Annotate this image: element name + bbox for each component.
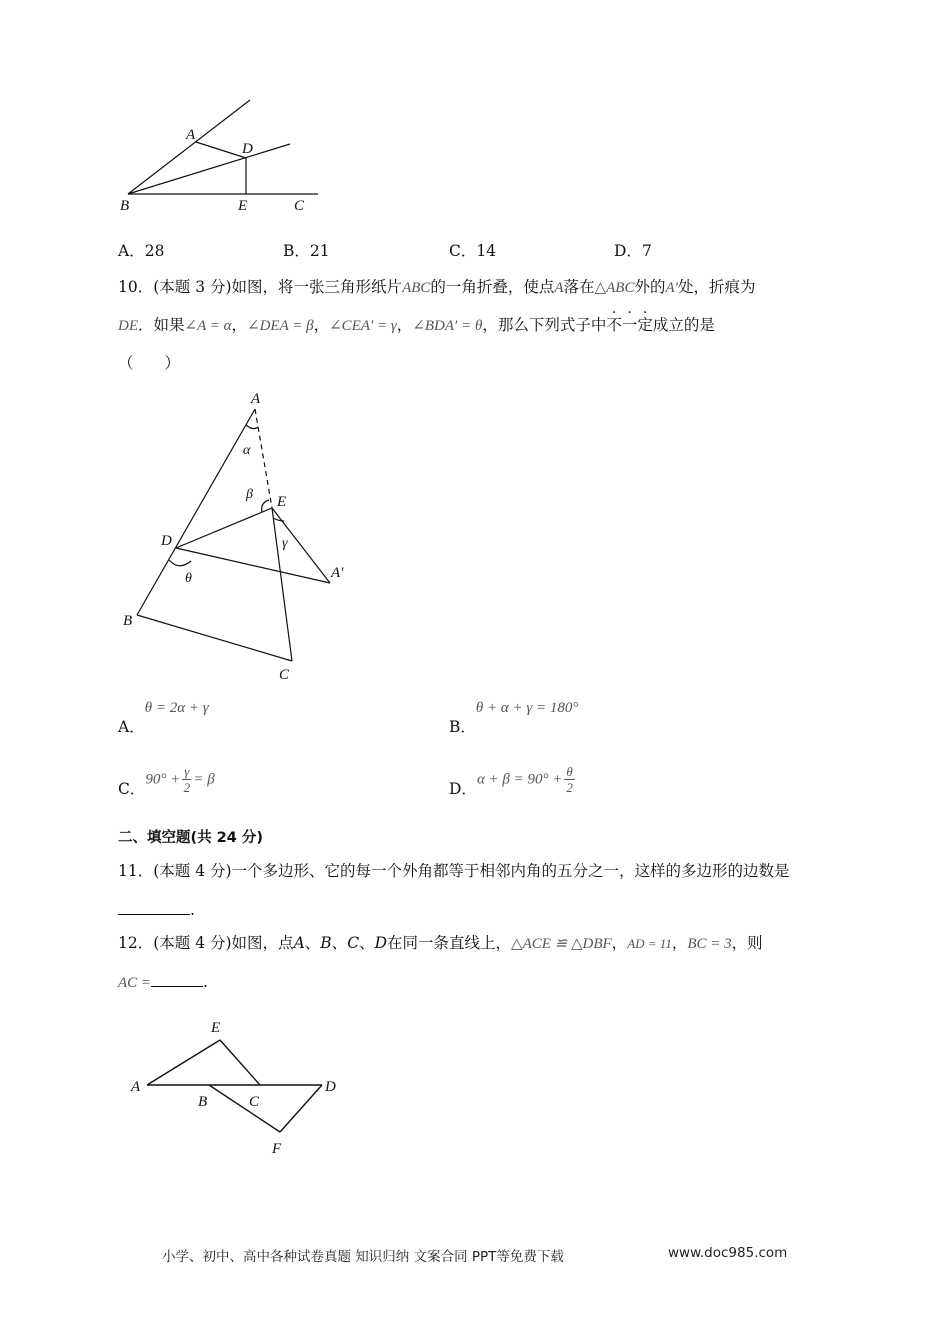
beta-symbol: β <box>246 487 253 502</box>
label-d: D <box>161 533 172 549</box>
label-e: E <box>211 1020 221 1036</box>
label-d: D <box>325 1079 336 1095</box>
q10-stem-line1: 10．(本题 3 分)如图，将一张三角形纸片ABC的一角折叠，使点A落在△ABC外的A′处，折痕为 <box>118 278 756 296</box>
label-c: C <box>294 198 305 214</box>
label-b: B <box>123 613 133 629</box>
segment-df <box>280 1085 322 1132</box>
q11-blank[interactable] <box>118 898 190 915</box>
q12-blank[interactable] <box>151 970 203 987</box>
label-e: E <box>238 198 248 214</box>
q9-option-b[interactable]: B．21 <box>283 242 330 260</box>
q12-answer-line[interactable]: AC = . <box>118 970 208 994</box>
side-ab <box>137 409 255 615</box>
q9-figure <box>112 92 332 217</box>
ray-ba <box>128 100 250 194</box>
footer-site-link[interactable]: www.doc985.com <box>668 1245 788 1261</box>
label-a-prime: A′ <box>331 565 344 581</box>
arc-theta <box>169 560 191 566</box>
label-b: B <box>120 198 130 214</box>
q10-option-b[interactable]: B．θ + α + γ = 180° <box>449 700 579 736</box>
q9-option-d[interactable]: D．7 <box>614 242 652 260</box>
label-f: F <box>272 1141 282 1157</box>
segment-bf <box>209 1085 280 1132</box>
q10-stem-line2: DE．如果∠A = α，∠DEA = β，∠CEA′ = γ，∠BDA′ = θ，那么下列式子中不一定成立的是 <box>118 316 715 334</box>
label-a: A <box>131 1079 141 1095</box>
label-c: C <box>249 1094 260 1110</box>
segment-ec <box>220 1040 260 1085</box>
ray-bd <box>128 144 290 194</box>
theta-symbol: θ <box>185 571 192 586</box>
segment-ae <box>147 1040 220 1085</box>
q9-option-a[interactable]: A．28 <box>118 242 165 260</box>
q12-stem: 12．(本题 4 分)如图，点A、B、C、D在同一条直线上，△ACE ≌ △DBF，AD = 11，BC = 3，则 <box>118 934 763 952</box>
fold-de <box>176 508 272 548</box>
section-2-title: 二、填空题(共 24 分) <box>118 830 264 846</box>
q10-answer-paren: （ ） <box>118 354 181 372</box>
q11-stem: 11．(本题 4 分)一个多边形、它的每一个外角都等于相邻内角的五分之一，这样的多边形的边数是 <box>118 862 790 880</box>
arc-gamma <box>273 518 284 521</box>
side-bc <box>137 615 292 661</box>
label-a: A <box>251 391 261 407</box>
segment-ad <box>196 142 246 158</box>
q10-option-d[interactable]: D．α + β = 90° + $\frac{\theta}{2}$ <box>449 764 573 798</box>
q11-answer-line[interactable]: . <box>118 898 195 921</box>
alpha-symbol: α <box>243 443 251 458</box>
footer-text: 小学、初中、高中各种试卷真题 知识归纳 文案合同 PPT等免费下载 <box>162 1249 564 1265</box>
label-c: C <box>279 667 290 683</box>
label-d: D <box>242 141 253 157</box>
q10-figure <box>115 385 365 685</box>
q9-option-c[interactable]: C．14 <box>449 242 497 260</box>
gamma-symbol: γ <box>282 536 288 551</box>
dashed-ae <box>255 409 272 508</box>
q12-figure <box>125 1012 355 1162</box>
q10-option-a[interactable]: A．θ = 2α + γ <box>118 700 209 736</box>
label-b: B <box>198 1094 208 1110</box>
label-e: E <box>277 494 287 510</box>
q10-option-c[interactable]: C．90° + $\frac{\gamma}{2}$ = β <box>118 764 215 798</box>
label-a: A <box>186 127 196 143</box>
arc-alpha <box>246 425 258 429</box>
